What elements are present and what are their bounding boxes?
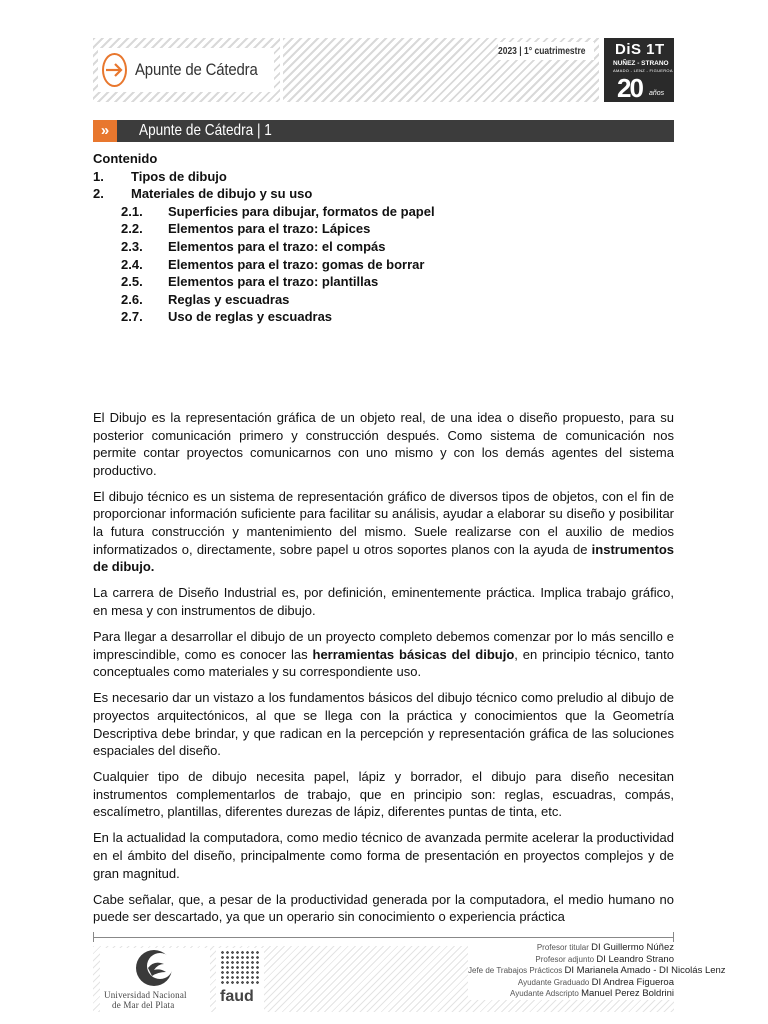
toc-subitem [93, 273, 435, 291]
toc-label: Superficies para dibujar, formatos de papel [168, 203, 435, 219]
footer-divider-tick [673, 932, 674, 942]
university-logo [100, 948, 210, 1012]
arrow-right-icon [102, 53, 127, 87]
staff-name: DI Leandro Strano [596, 953, 674, 965]
paragraph: Cualquier tipo de dibujo necesita papel, lápiz y borrador, el dibujo para diseño necesitan instrumentos complementarlos de trabajo, que en principio son: reglas, escuadras, compás, escalímetro, plantillas, diferentes durezas de lápiz, diferentes puntas de tinta, etc. [93, 769, 674, 820]
toc-item [93, 168, 435, 186]
staff-row [468, 988, 674, 1000]
toc-subitem [93, 238, 435, 256]
university-emblem-icon [134, 948, 174, 988]
staff-name: DI Andrea Figueroa [591, 976, 674, 988]
toc-item [93, 185, 435, 203]
apunte-logo [98, 48, 274, 92]
emphasis-text: instrumentos de dibujo. [93, 541, 674, 575]
paragraph [93, 488, 674, 576]
title-bar [93, 120, 674, 142]
toc-label: Uso de reglas y escuadras [168, 309, 333, 325]
toc-label: Elementos para el trazo: gomas de borrar [168, 256, 425, 272]
toc-label: Elementos para el trazo: el compás [168, 238, 386, 254]
toc-subitem [93, 203, 435, 221]
toc-number: 2. [93, 186, 104, 202]
staff-name: DI Marianela Amado - DI Nicolás Lenz [564, 965, 726, 976]
staff-list [468, 942, 726, 1000]
paragraph: Es necesario dar un vistazo a los fundamentos básicos del dibujo técnico como preludio al dibujo de proyectos arquitectónicos, al que se llega con la práctica y conocimientos que la Geometría Descriptiva debe brindar, y que radican en la percepción y representación gráfica de las soluciones espaciales del diseño. [93, 690, 674, 759]
toc-label: Elementos para el trazo: Lápices [168, 221, 371, 237]
table-of-contents [93, 150, 435, 326]
toc-subitem [93, 291, 435, 309]
toc-label: Reglas y escuadras [168, 291, 290, 307]
staff-name: Manuel Perez Boldrini [581, 988, 674, 999]
double-chevron-icon: » [93, 120, 117, 142]
toc-number: 2.6. [121, 291, 143, 307]
toc-number: 2.4. [121, 256, 143, 272]
paragraph-text: Para llegar a desarrollar el dibujo de un proyecto completo debemos comenzar por lo más sencillo e imprescindible, como es conocer las [93, 629, 674, 662]
dot-grid-icon [220, 950, 260, 986]
staff-name: DI Guillermo Núñez [591, 942, 674, 953]
toc-number: 2.5. [121, 274, 143, 290]
paragraph: El Dibujo es la representación gráfica de un objeto real, de una idea o diseño propuesto, para su posterior comunicación primero y construcción después. Como sistema de comunicación nos permite contar proyectos comunicarnos con uno mismo y con los demás agentes del sistema productivo. [93, 410, 674, 478]
title-bar-text: Apunte de Cátedra | 1 [139, 122, 272, 139]
paragraph: En la actualidad la computadora, como medio técnico de avanzada permite acelerar la productividad en el ámbito del diseño, principalmente como forma de presentación en proyectos complejos y de gran magnitud. [93, 830, 674, 881]
staff-row [468, 954, 674, 966]
staff-role: Ayudante Adscripto [510, 989, 579, 998]
dis-badge [604, 38, 674, 102]
badge-line2: AMADO - LENZ - FIGUEROA [613, 68, 673, 73]
toc-label: Materiales de dibujo y su uso [131, 186, 313, 202]
paragraph-text: , en principio técnico, tanto conceptuales como materiales y su correspondiente uso. [93, 646, 674, 680]
paragraph [93, 628, 674, 681]
toc-label: Elementos para el trazo: plantillas [168, 274, 379, 290]
emphasis-text: herramientas básicas del dibujo [312, 646, 515, 662]
logo-text: Apunte de Cátedra [134, 60, 258, 79]
body-text [93, 409, 674, 934]
staff-row [468, 977, 674, 989]
staff-row [468, 965, 726, 977]
staff-role: Profesor titular [536, 943, 589, 952]
university-name-line2: de Mar del Plata [112, 1000, 175, 1010]
toc-label: Tipos de dibujo [131, 168, 227, 184]
paragraph: Cabe señalar, que, a pesar de la productividad generada por la computadora, el medio humano no puede ser descartado, ya que un operario sin conocimiento o experiencia práctica [93, 891, 674, 925]
toc-number: 2.3. [121, 238, 143, 254]
staff-role: Profesor adjunto [535, 954, 595, 964]
paragraph: La carrera de Diseño Industrial es, por definición, eminentemente práctica. Implica trabajo gráfico, en mesa y con instrumentos de dibujo. [93, 585, 674, 618]
paragraph-text: El dibujo técnico es un sistema de representación gráfico de diversos tipos de objetos, con el fin de proporcionar información suficiente para facilitar su análisis, ayudar a elaborar su diseño y posibilitar la futura construcción y mantenimiento del mismo. Suele realizarse con el auxilio de medios informatizados o, directamente, sobre papel u otros soportes planos con la ayuda de [93, 488, 674, 557]
faculty-name: faud [220, 988, 254, 1005]
term-label [498, 42, 594, 60]
toc-number: 2.1. [121, 203, 143, 219]
term-text: 2023 | 1° cuatrimestre [498, 45, 586, 57]
toc-number: 1. [93, 168, 104, 184]
toc-subitem [93, 256, 435, 274]
staff-role: Ayudante Graduado [517, 977, 590, 987]
toc-subitem [93, 308, 435, 326]
badge-line1: NUÑEZ - STRANO [613, 60, 669, 67]
badge-years: 20 [617, 73, 642, 103]
toc-subitem [93, 220, 435, 238]
toc-number: 2.7. [121, 309, 143, 325]
toc-heading: Contenido [93, 151, 158, 166]
faculty-logo [216, 948, 264, 1012]
university-name-line1: Universidad Nacional [104, 990, 187, 1000]
badge-title: DiS 1T [615, 41, 665, 58]
footer-divider [93, 937, 674, 938]
staff-row [468, 942, 674, 954]
badge-years-suffix: años [649, 90, 665, 97]
toc-number: 2.2. [121, 221, 143, 237]
staff-role: Jefe de Trabajos Prácticos [468, 966, 563, 975]
